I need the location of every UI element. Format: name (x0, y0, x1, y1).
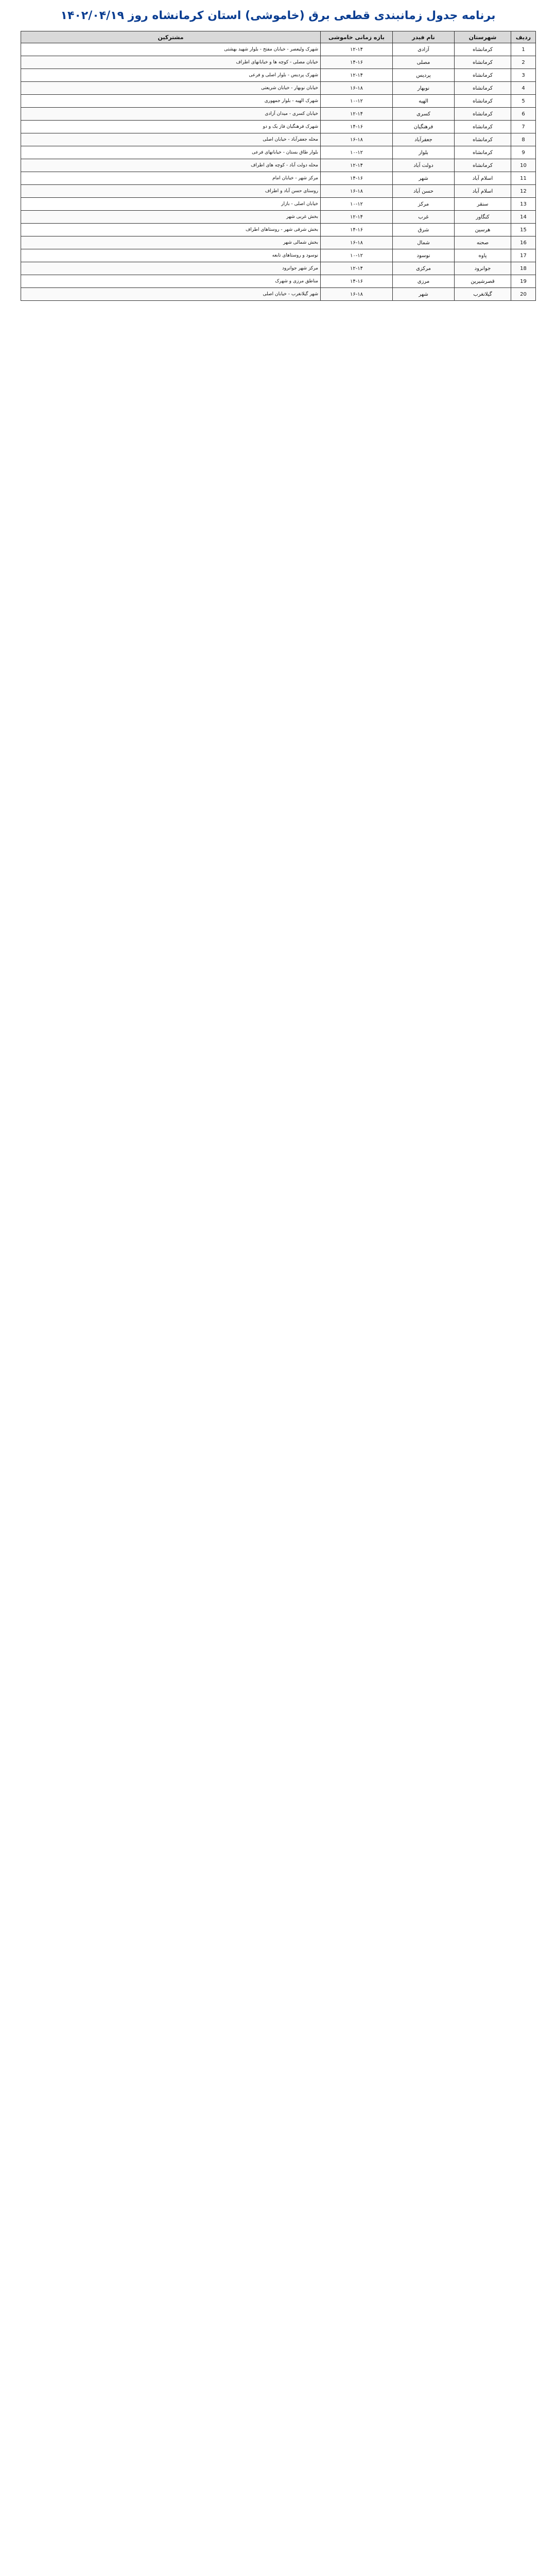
cell-feeder: الهیه (393, 95, 455, 108)
cell-time: ۱۴-۱۶ (321, 275, 393, 288)
header-time: بازه زمانی خاموشی (321, 31, 393, 43)
cell-subscribers: خیابان کسری - میدان آزادی (21, 108, 321, 121)
cell-subscribers: شهر گیلانغرب - خیابان اصلی (21, 288, 321, 301)
cell-feeder: مرکزی (393, 262, 455, 275)
cell-subscribers: خیابان مصلی - کوچه ها و خیابانهای اطراف (21, 56, 321, 69)
cell-subscribers: بخش شرقی شهر - روستاهای اطراف (21, 224, 321, 236)
table-row (21, 43, 536, 56)
cell-city: جوانرود (455, 262, 511, 275)
cell-city: کرمانشاه (455, 43, 511, 56)
table-row (21, 82, 536, 95)
cell-subscribers: شهرک الهیه - بلوار جمهوری (21, 95, 321, 108)
header-city: شهرستان (455, 31, 511, 43)
cell-time: ۱۰-۱۲ (321, 95, 393, 108)
cell-feeder: دولت آباد (393, 159, 455, 172)
table-row (21, 288, 536, 301)
cell-index: 5 (511, 95, 536, 108)
page-sheet (0, 0, 556, 979)
cell-city: کرمانشاه (455, 108, 511, 121)
cell-index: 18 (511, 262, 536, 275)
cell-index: 12 (511, 185, 536, 198)
cell-city: هرسین (455, 224, 511, 236)
cell-city: صحنه (455, 236, 511, 249)
cell-feeder: آزادی (393, 43, 455, 56)
table-row (21, 95, 536, 108)
cell-index: 16 (511, 236, 536, 249)
cell-time: ۱۶-۱۸ (321, 185, 393, 198)
cell-index: 15 (511, 224, 536, 236)
cell-feeder: بلوار (393, 146, 455, 159)
cell-subscribers: شهرک ولیعصر - خیابان مفتح - بلوار شهید بهشتی (21, 43, 321, 56)
cell-index: 10 (511, 159, 536, 172)
cell-index: 8 (511, 133, 536, 146)
cell-time: ۱۲-۱۴ (321, 43, 393, 56)
cell-city: کرمانشاه (455, 146, 511, 159)
cell-subscribers: خیابان اصلی - بازار (21, 198, 321, 211)
cell-index: 4 (511, 82, 536, 95)
cell-time: ۱۴-۱۶ (321, 224, 393, 236)
cell-city: کرمانشاه (455, 82, 511, 95)
cell-subscribers: بلوار طاق بستان - خیابانهای فرعی (21, 146, 321, 159)
cell-subscribers: خیابان نوبهار - خیابان شریعتی (21, 82, 321, 95)
table-row (21, 224, 536, 236)
cell-city: کرمانشاه (455, 95, 511, 108)
cell-feeder: جعفرآباد (393, 133, 455, 146)
cell-subscribers: روستای حسن آباد و اطراف (21, 185, 321, 198)
cell-index: 1 (511, 43, 536, 56)
table-row (21, 236, 536, 249)
cell-city: اسلام آباد (455, 185, 511, 198)
cell-city: پاوه (455, 249, 511, 262)
cell-index: 9 (511, 146, 536, 159)
cell-feeder: شهر (393, 172, 455, 185)
cell-feeder: مرزی (393, 275, 455, 288)
cell-time: ۱۰-۱۲ (321, 146, 393, 159)
cell-index: 14 (511, 211, 536, 224)
cell-time: ۱۰-۱۲ (321, 249, 393, 262)
table-row (21, 262, 536, 275)
cell-index: 13 (511, 198, 536, 211)
table-row (21, 146, 536, 159)
cell-subscribers: محله جعفرآباد - خیابان اصلی (21, 133, 321, 146)
cell-city: گیلانغرب (455, 288, 511, 301)
cell-index: 17 (511, 249, 536, 262)
cell-feeder: فرهنگیان (393, 121, 455, 133)
cell-city: کرمانشاه (455, 133, 511, 146)
cell-feeder: غرب (393, 211, 455, 224)
cell-time: ۱۲-۱۴ (321, 108, 393, 121)
cell-subscribers: مرکز شهر جوانرود (21, 262, 321, 275)
cell-city: کرمانشاه (455, 121, 511, 133)
cell-time: ۱۶-۱۸ (321, 236, 393, 249)
cell-time: ۱۲-۱۴ (321, 211, 393, 224)
table-row (21, 121, 536, 133)
table-row (21, 108, 536, 121)
table-row (21, 249, 536, 262)
cell-time: ۱۶-۱۸ (321, 82, 393, 95)
cell-feeder: نوبهار (393, 82, 455, 95)
table-row (21, 56, 536, 69)
cell-feeder: مرکز (393, 198, 455, 211)
cell-subscribers: بخش غربی شهر (21, 211, 321, 224)
cell-index: 6 (511, 108, 536, 121)
header-feeder: نام فیدر (393, 31, 455, 43)
cell-time: ۱۲-۱۴ (321, 159, 393, 172)
cell-feeder: شرق (393, 224, 455, 236)
cell-subscribers: شهرک پردیس - بلوار اصلی و فرعی (21, 69, 321, 82)
cell-index: 3 (511, 69, 536, 82)
cell-feeder: حسن آباد (393, 185, 455, 198)
cell-city: اسلام آباد (455, 172, 511, 185)
cell-subscribers: نوسود و روستاهای تابعه (21, 249, 321, 262)
cell-city: قصرشیرین (455, 275, 511, 288)
cell-city: کرمانشاه (455, 159, 511, 172)
cell-subscribers: شهرک فرهنگیان فاز یک و دو (21, 121, 321, 133)
cell-time: ۱۰-۱۲ (321, 198, 393, 211)
cell-time: ۱۶-۱۸ (321, 133, 393, 146)
cell-index: 20 (511, 288, 536, 301)
cell-feeder: شمال (393, 236, 455, 249)
cell-city: کرمانشاه (455, 56, 511, 69)
cell-subscribers: مرکز شهر - خیابان امام (21, 172, 321, 185)
cell-time: ۱۲-۱۴ (321, 262, 393, 275)
cell-time: ۱۶-۱۸ (321, 288, 393, 301)
header-index: ردیف (511, 31, 536, 43)
cell-index: 7 (511, 121, 536, 133)
table-row (21, 211, 536, 224)
cell-time: ۱۲-۱۴ (321, 69, 393, 82)
cell-feeder: کسری (393, 108, 455, 121)
cell-subscribers: بخش شمالی شهر (21, 236, 321, 249)
cell-city: کرمانشاه (455, 69, 511, 82)
document-title: برنامه جدول زمانبندی قطعی برق (خاموشی) استان کرمانشاه روز ۱۴۰۲/۰۴/۱۹ (60, 9, 496, 22)
cell-feeder: نوسود (393, 249, 455, 262)
cell-index: 19 (511, 275, 536, 288)
table-row (21, 69, 536, 82)
table-row (21, 172, 536, 185)
table-row (21, 185, 536, 198)
cell-city: سنقر (455, 198, 511, 211)
cell-index: 2 (511, 56, 536, 69)
cell-subscribers: محله دولت آباد - کوچه های اطراف (21, 159, 321, 172)
cell-time: ۱۴-۱۶ (321, 172, 393, 185)
table-row (21, 133, 536, 146)
table-row (21, 159, 536, 172)
schedule-table (21, 31, 536, 301)
cell-feeder: مصلی (393, 56, 455, 69)
cell-subscribers: مناطق مرزی و شهرک (21, 275, 321, 288)
cell-feeder: شهر (393, 288, 455, 301)
cell-time: ۱۴-۱۶ (321, 121, 393, 133)
header-subscribers: مشترکین (21, 31, 321, 43)
cell-city: کنگاور (455, 211, 511, 224)
table-row (21, 275, 536, 288)
cell-index: 11 (511, 172, 536, 185)
table-row (21, 198, 536, 211)
cell-feeder: پردیس (393, 69, 455, 82)
table-header-row (21, 31, 536, 43)
cell-time: ۱۴-۱۶ (321, 56, 393, 69)
